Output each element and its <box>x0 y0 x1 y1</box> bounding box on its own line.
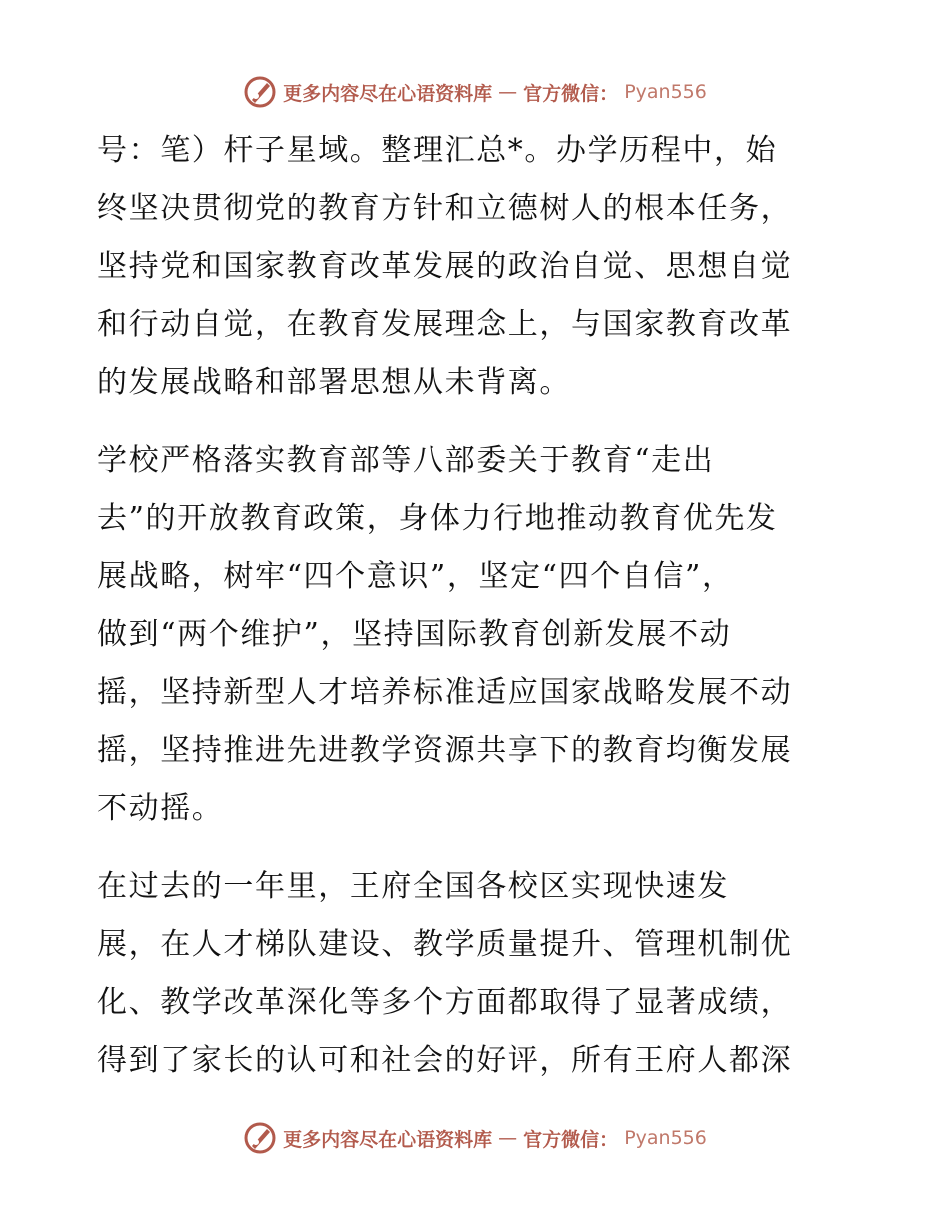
text-line: 展战略，树牢“四个意识”，坚定“四个自信”， <box>97 559 734 594</box>
watermark-separator: — <box>498 1127 518 1149</box>
text-line: 的发展战略和部署思想从未背离。 <box>97 365 571 400</box>
watermark-separator: — <box>498 81 518 103</box>
text-line: 和行动自觉，在教育发展理念上，与国家教育改革 <box>97 307 793 342</box>
pen-logo-icon <box>243 1121 277 1155</box>
text-line: 展，在人才梯队建设、教学质量提升、管理机制优 <box>97 927 793 962</box>
watermark-wechat-label: 官方微信： <box>523 82 619 105</box>
header-watermark <box>0 72 950 112</box>
paragraph-1 <box>97 122 867 412</box>
text-line: 坚持党和国家教育改革发展的政治自觉、思想自觉 <box>97 249 793 284</box>
pen-logo-icon <box>243 75 277 109</box>
text-line: 去”的开放教育政策，身体力行地推动教育优先发 <box>97 501 778 536</box>
text-line: 号：笔）杆子星域。整理汇总*。办学历程中，始 <box>97 133 778 168</box>
watermark-wechat-id: Pyan556 <box>624 1127 707 1149</box>
text-line: 摇，坚持新型人才培养标准适应国家战略发展不动 <box>97 675 793 710</box>
text-line: 得到了家长的认可和社会的好评，所有王府人都深 <box>97 1043 793 1078</box>
watermark-text: 更多内容尽在心语资料库 <box>283 82 493 105</box>
paragraph-2 <box>97 432 867 838</box>
document-body <box>97 122 867 1090</box>
watermark-wechat-id: Pyan556 <box>624 81 707 103</box>
watermark-wechat-label: 官方微信： <box>523 1128 619 1151</box>
footer-watermark <box>0 1118 950 1158</box>
paragraph-3 <box>97 858 867 1090</box>
text-line: 终坚决贯彻党的教育方针和立德树人的根本任务， <box>97 191 793 226</box>
watermark-text: 更多内容尽在心语资料库 <box>283 1128 493 1151</box>
text-line: 学校严格落实教育部等八部委关于教育“走出 <box>97 443 715 478</box>
text-line: 化、教学改革深化等多个方面都取得了显著成绩， <box>97 985 793 1020</box>
text-line: 摇，坚持推进先进教学资源共享下的教育均衡发展 <box>97 733 793 768</box>
text-line: 在过去的一年里，王府全国各校区实现快速发 <box>97 869 729 904</box>
text-line: 不动摇。 <box>97 791 224 826</box>
text-line: 做到“两个维护”，坚持国际教育创新发展不动 <box>97 617 732 652</box>
